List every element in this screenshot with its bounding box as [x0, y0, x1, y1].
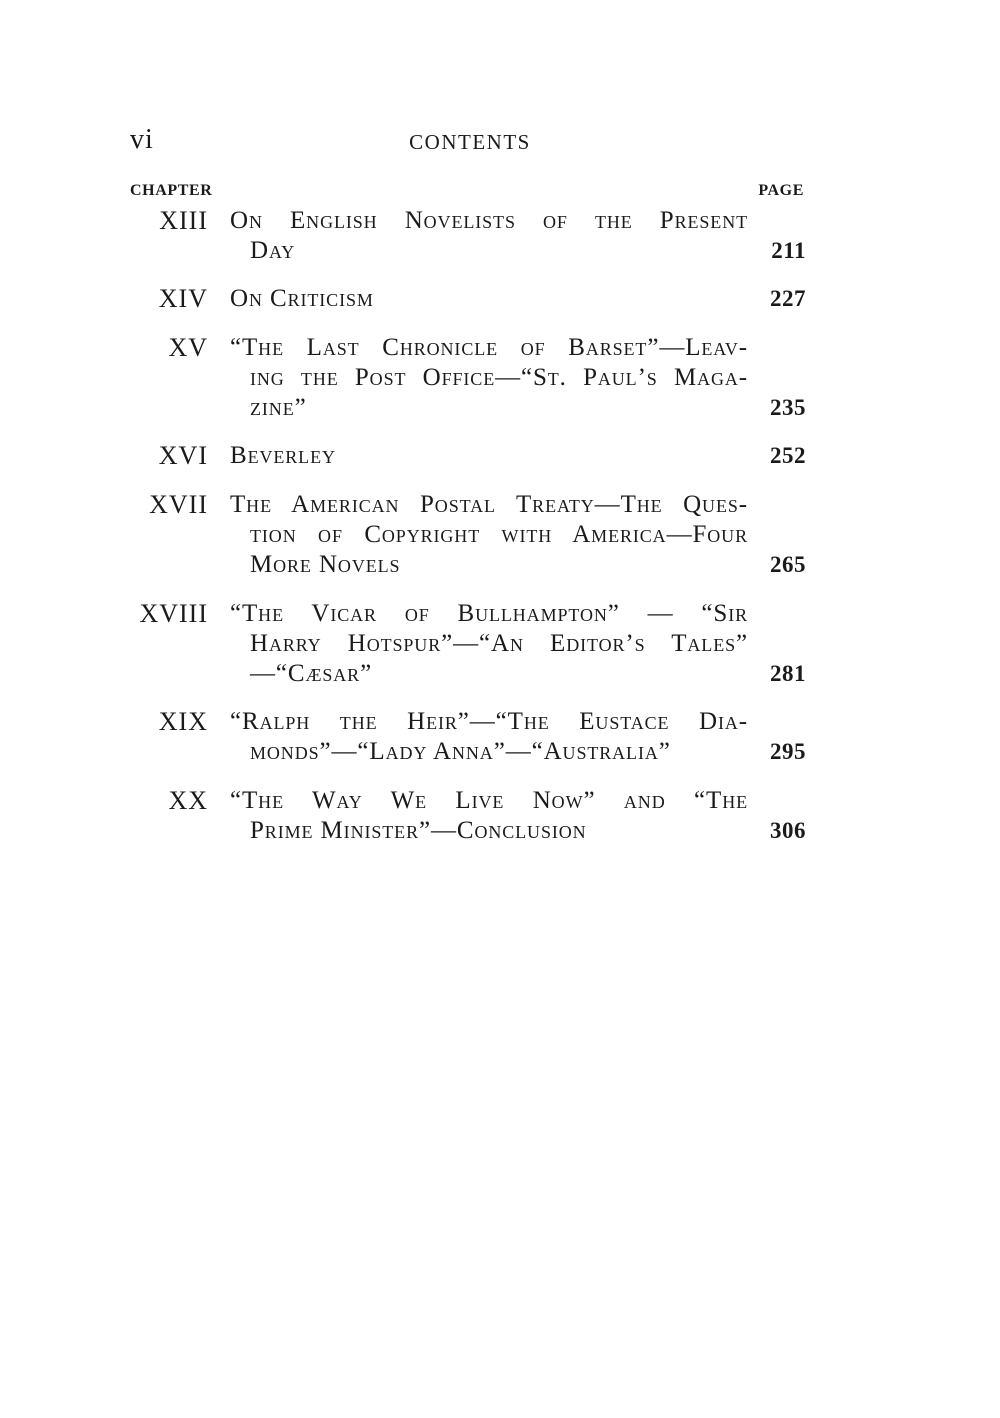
chapter-column-label: CHAPTER [130, 182, 213, 199]
page-number: 281 [770, 661, 806, 686]
title-line: Prime Minister”—Conclusion [250, 817, 587, 844]
page-number: 295 [770, 739, 806, 764]
title-line: “The Vicar of Bullhampton” — “Sir [230, 600, 748, 627]
chapter-number: XX [168, 786, 208, 815]
title-line: monds”—“Lady Anna”—“Australia” [250, 738, 671, 765]
chapter-title [230, 206, 748, 266]
chapter-number: XVII [149, 490, 208, 519]
page-number: 211 [771, 238, 806, 263]
title-line: Harry Hotspur”—“An Editor’s Tales” [250, 630, 748, 657]
title-line: “The Last Chronicle of Barset”—Leav- [230, 334, 748, 361]
title-line: —“Cæsar” [250, 660, 373, 687]
chapter-title [230, 786, 748, 846]
running-head: CONTENTS [409, 130, 531, 154]
page-number: 227 [770, 286, 806, 311]
chapter-title [230, 441, 748, 471]
title-line: The American Postal Treaty—The Ques- [230, 491, 748, 518]
chapter-number: XVI [158, 441, 208, 470]
page-number: 306 [770, 818, 806, 843]
chapter-number: XIX [158, 707, 208, 736]
chapter-title [230, 490, 748, 580]
page-number: 235 [770, 395, 806, 420]
page-number: 265 [770, 552, 806, 577]
title-line: On English Novelists of the Present [230, 207, 748, 234]
chapter-title [230, 707, 748, 767]
chapter-number: XIII [159, 206, 208, 235]
chapter-title [230, 333, 748, 423]
title-line: “The Way We Live Now” and “The [230, 787, 748, 814]
title-line: “Ralph the Heir”—“The Eustace Dia- [230, 708, 748, 735]
title-line: Day [250, 237, 296, 264]
title-line: More Novels [250, 551, 401, 578]
chapter-title [230, 599, 748, 689]
page-number: 252 [770, 443, 806, 468]
chapter-number: XVIII [139, 599, 208, 628]
folio: vi [130, 124, 154, 155]
title-line: Beverley [230, 442, 336, 469]
chapter-number: XIV [158, 284, 208, 313]
title-line: tion of Copyright with America—Four [250, 521, 748, 548]
chapter-number: XV [168, 333, 208, 362]
title-line: ing the Post Office—“St. Paul’s Maga- [250, 364, 748, 391]
title-line: zine” [250, 394, 307, 421]
title-line: On Criticism [230, 285, 374, 312]
chapter-title [230, 284, 748, 314]
page-column-label: PAGE [758, 182, 804, 199]
